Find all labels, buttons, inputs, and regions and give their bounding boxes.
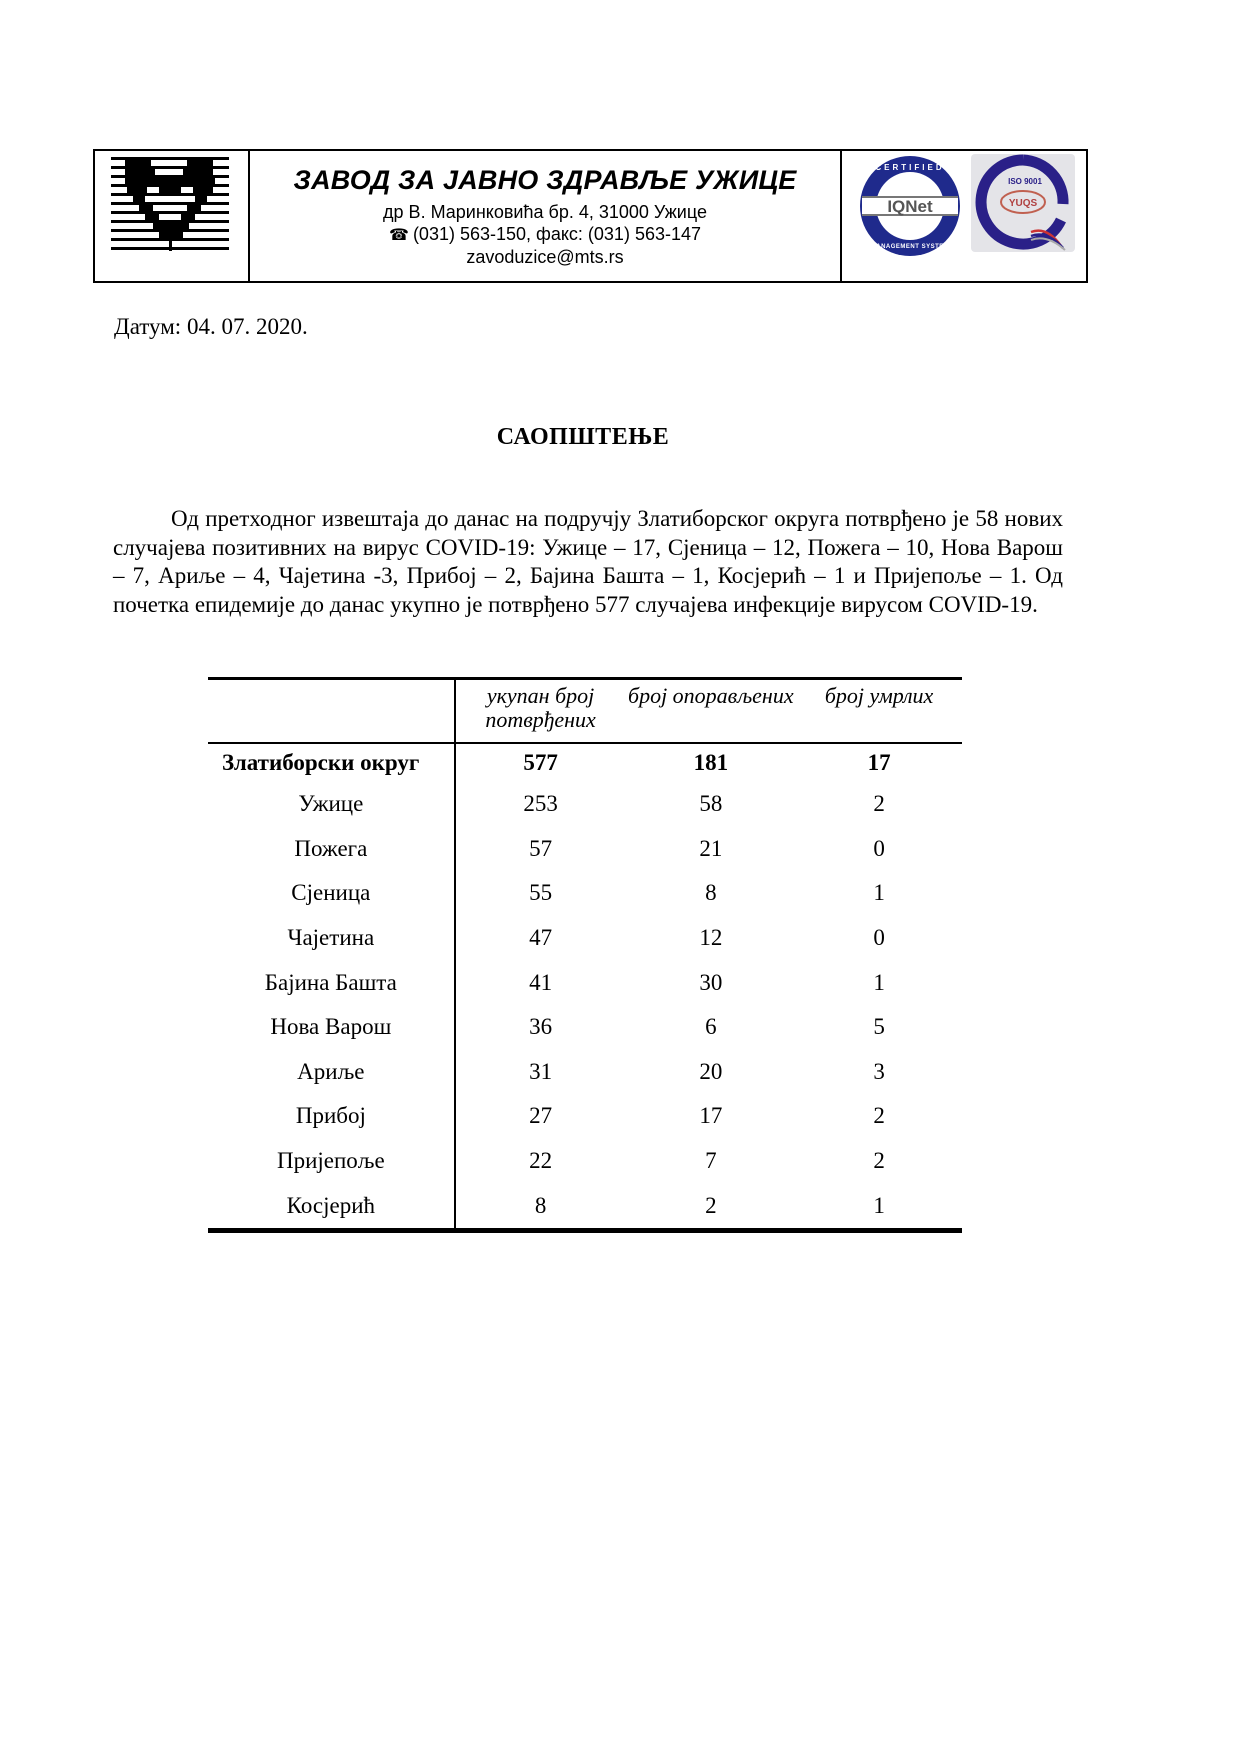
- row-deaths: 2: [873, 1148, 885, 1174]
- svg-text:YUQS: YUQS: [1008, 198, 1038, 209]
- row-recovered: 12: [699, 925, 723, 951]
- svg-text:ISO 9001: ISO 9001: [1008, 177, 1042, 186]
- table-row: [208, 1183, 962, 1230]
- table-row: [208, 1094, 962, 1139]
- covid-statistics-table: [208, 677, 962, 1233]
- letterhead-info: [250, 151, 842, 281]
- table-row: [208, 1139, 962, 1184]
- iqnet-certified-icon: [858, 154, 962, 258]
- row-deaths: 5: [873, 1014, 885, 1040]
- institute-logo-icon: [111, 157, 231, 257]
- row-name: Бајина Башта: [208, 960, 455, 1005]
- row-deaths: 3: [873, 1058, 885, 1084]
- row-deaths: 2: [873, 791, 885, 817]
- row-recovered: 6: [705, 1014, 717, 1040]
- row-name: Косјерић: [208, 1183, 455, 1230]
- row-deaths: 2: [873, 1103, 885, 1129]
- row-confirmed: 8: [534, 1192, 547, 1218]
- phone-numbers: (031) 563-150, факс: (031) 563-147: [412, 224, 701, 244]
- certification-badges: [842, 151, 1086, 281]
- table-row: [208, 871, 962, 916]
- row-deaths: 17: [867, 750, 891, 775]
- row-recovered: 20: [699, 1058, 723, 1084]
- row-name: Прибој: [208, 1094, 455, 1139]
- table-header-row: [208, 679, 962, 744]
- row-name: Златиборски округ: [208, 743, 455, 782]
- institution-phone: [250, 224, 840, 245]
- svg-text:MANAGEMENT SYSTEM: MANAGEMENT SYSTEM: [870, 244, 950, 250]
- table-row: [208, 916, 962, 961]
- row-deaths: 0: [873, 835, 885, 861]
- logo-cell: [95, 151, 250, 281]
- row-deaths: 1: [873, 1192, 885, 1218]
- row-recovered: 30: [699, 969, 723, 995]
- table-row-total: [208, 743, 962, 782]
- row-confirmed: 22: [529, 1148, 553, 1174]
- table-row: [208, 1050, 962, 1095]
- header-recovered: број опорављених: [628, 683, 794, 708]
- row-name: Нова Варош: [208, 1005, 455, 1050]
- row-recovered: 181: [693, 750, 729, 775]
- letterhead: [93, 149, 1088, 283]
- svg-text:CERTIFIED: CERTIFIED: [875, 163, 945, 172]
- header-confirmed: укупан број потврђених: [485, 683, 596, 732]
- row-recovered: 7: [705, 1148, 717, 1174]
- row-name: Ужице: [208, 782, 455, 827]
- row-confirmed: 41: [529, 969, 553, 995]
- row-confirmed: 253: [523, 791, 558, 817]
- row-confirmed: 27: [529, 1103, 553, 1129]
- document-title: САОПШТЕЊЕ: [496, 424, 670, 450]
- institution-email[interactable]: zavoduzice@mts.rs: [466, 247, 624, 267]
- svg-text:IQNet: IQNet: [887, 197, 933, 216]
- row-recovered: 8: [705, 880, 717, 906]
- row-name: Чајетина: [208, 916, 455, 961]
- iso-9001-icon: [971, 154, 1075, 252]
- row-confirmed: 55: [529, 880, 553, 906]
- row-deaths: 1: [873, 969, 885, 995]
- row-recovered: 17: [699, 1103, 723, 1129]
- row-confirmed: 36: [529, 1014, 553, 1040]
- row-name: Пријепоље: [208, 1139, 455, 1184]
- table-row: [208, 782, 962, 827]
- table-row: [208, 827, 962, 872]
- row-name: Сјеница: [208, 871, 455, 916]
- row-recovered: 21: [699, 835, 723, 861]
- document-body: Од претходног извештаја до данас на подручју Златиборског округа потврђено је 58 нових случајева позитивних на вирус COVID-19: Ужице – 17, Сјеница – 12, Пожега – 10, Нова Варош – 7, Ариље – 4, Чајетина -3, Прибој – 2, Бајина Башта – 1, Косјерић – 1 и Пријепоље – 1. Од почетка епидемије до данас укупно је потврђено 577 случајева инфекције вирусом COVID-19.: [113, 506, 1063, 617]
- row-name: Пожега: [208, 827, 455, 872]
- header-municipality: [208, 679, 455, 744]
- row-name: Ариље: [208, 1050, 455, 1095]
- row-confirmed: 47: [529, 925, 553, 951]
- row-deaths: 0: [873, 925, 885, 951]
- row-deaths: 1: [873, 880, 885, 906]
- row-confirmed: 57: [529, 835, 553, 861]
- row-recovered: 2: [705, 1192, 717, 1218]
- institution-name: ЗАВОД ЗА ЈАВНО ЗДРАВЉЕ УЖИЦЕ: [293, 165, 797, 195]
- institution-address: др В. Маринковића бр. 4, 31000 Ужице: [383, 202, 707, 222]
- row-confirmed: 577: [523, 750, 558, 775]
- row-confirmed: 31: [529, 1058, 553, 1084]
- header-deaths: број умрлих: [824, 683, 934, 708]
- table-row: [208, 960, 962, 1005]
- phone-icon: ☎: [389, 227, 409, 244]
- row-recovered: 58: [699, 791, 723, 817]
- table-row: [208, 1005, 962, 1050]
- document-date: Датум: 04. 07. 2020.: [114, 314, 308, 339]
